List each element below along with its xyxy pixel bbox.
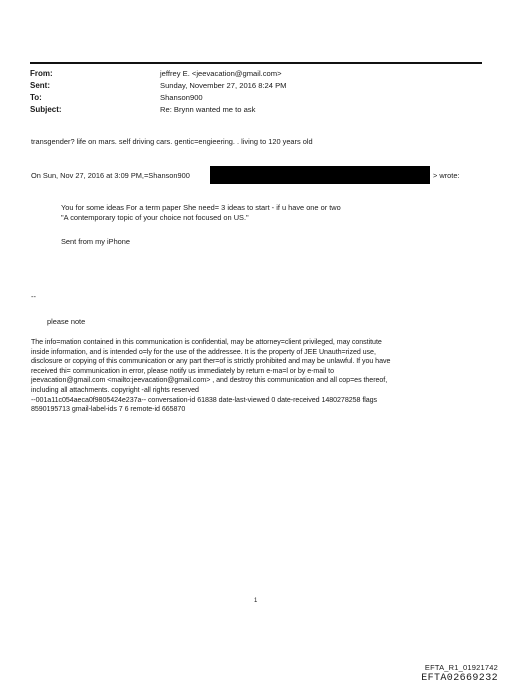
quoted-line-3: Sent from my iPhone (61, 237, 131, 246)
disclaimer-line: jeevacation@gmail.com <mailto:jeevacation@gmail.com> , and destroy this communication and all cop=es thereof, (31, 376, 388, 385)
bates-number-small: EFTA_R1_01921742 (424, 663, 498, 672)
to-row (30, 91, 482, 103)
from-label: From: (30, 68, 53, 78)
disclaimer-line: --001a11c054aeca0f9805424e237a-- conversation-id 61838 date-last-viewed 0 date-received 1480278258 flags (31, 395, 378, 404)
sent-label: Sent: (30, 80, 50, 90)
disclaimer-line: The info=mation contained in this communication is confidential, may be attorney=client privileged, may constitute (31, 338, 382, 346)
subject-row (30, 104, 482, 116)
sent-row (30, 79, 482, 91)
quote-suffix: > wrote: (433, 171, 460, 180)
reply-text: transgender? life on mars. self driving cars. gentic=engieering. . living to 120 years old (31, 137, 313, 146)
quoted-line-2: "A contemporary topic of your choice not focused on US." (61, 213, 249, 222)
to-label: To: (30, 92, 42, 102)
disclaimer-line: inside information, and is intended o=ly for the use of the addressee. It is the property of JEE Unauth=rized use, (31, 347, 376, 356)
to-value: Shanson900 (160, 92, 203, 102)
quote-intro: On Sun, Nov 27, 2016 at 3:09 PM,=Shanson900 (31, 171, 190, 180)
page-number: 1 (254, 598, 258, 604)
from-row (30, 67, 482, 79)
signature-dashes: -- (31, 292, 36, 301)
quoted-line-1: You for some ideas For a term paper She need= 3 ideas to start - if u have one or two (61, 203, 341, 212)
subject-label: Subject: (30, 105, 62, 115)
disclaimer-line: disclosure or copying of this communication or any part ther=of is strictly prohibited and may be unlawful. If you have (31, 357, 391, 366)
disclaimer-line: 8590195713 gmail-label-ids 7 6 remote-id 665870 (31, 405, 186, 414)
please-note: please note (47, 317, 86, 326)
redaction-block (210, 166, 430, 184)
disclaimer-line: received thi= communication in error, please notify us immediately by return e-ma=l or by e-mail to (31, 366, 334, 375)
bates-number-large: EFTA02669232 (421, 673, 498, 684)
header-rule (30, 62, 482, 64)
disclaimer-line: including all attachments. copyright -all rights reserved (31, 385, 199, 394)
from-value: jeffrey E. <jeevacation@gmail.com> (160, 68, 282, 78)
email-header (30, 67, 482, 116)
subject-value: Re: Brynn wanted me to ask (160, 105, 256, 115)
disclaimer (31, 338, 486, 415)
sent-value: Sunday, November 27, 2016 8:24 PM (160, 80, 287, 90)
